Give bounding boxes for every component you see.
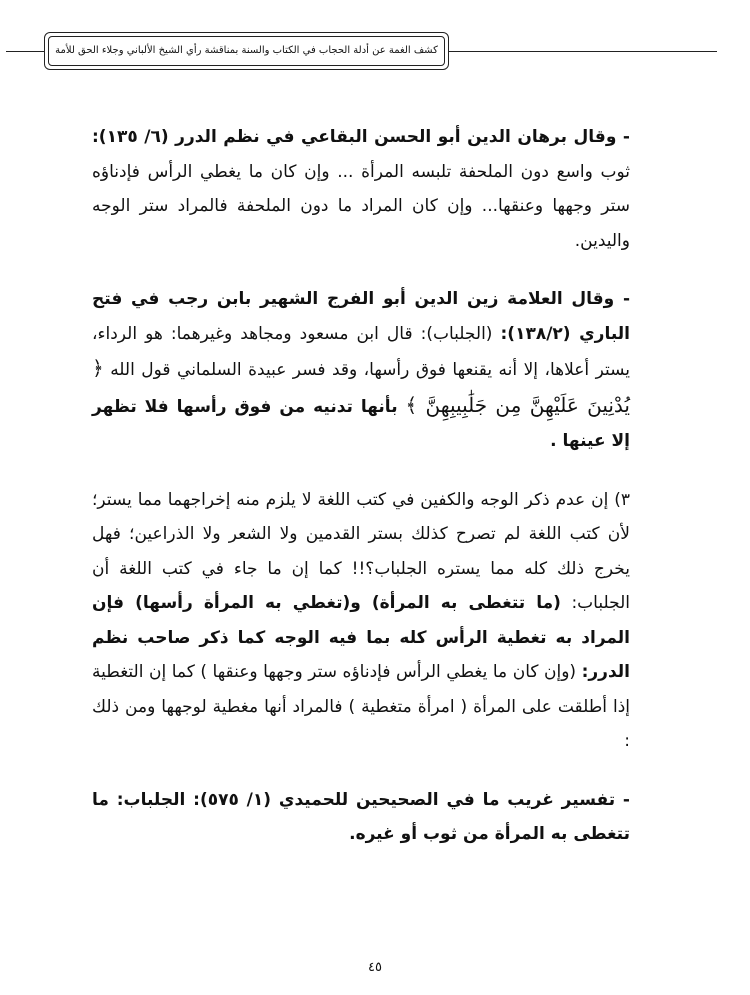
header-rule-right [449,51,717,52]
citation-lead: - تفسير غريب ما في الصحيحين للحميدي (١/ ٥٧٥): [193,789,630,810]
running-header-frame [44,32,449,70]
paragraph-text-bold: الجلباب: ما تتغطى به المرأة من ثوب أو غيره. [92,789,630,844]
citation-lead: - وقال العلامة زين الدين أبو الفرج الشهير بابن رجب في فتح الباري (١٣٨/٢): [92,289,631,344]
paragraph-ibn-rajab-quote [92,282,630,459]
paragraph-text: (الجلباب): قال ابن مسعود ومجاهد وغيرهما: هو الرداء، يستر أعلاها، إلا أنه يقنعها فوق رأسها، وقد فسر عبيدة السلماني قول الله [92,323,630,380]
paragraph-biqai-quote [92,120,630,258]
paragraph-text: ثوب واسع دون الملحفة تلبسه المرأة ... وإن كان ما يغطي الرأس فإدناؤه ستر وجهها وعنقها... وإن كان المراد ما دون الملحفة فالمراد ستر الوجه واليدين. [92,161,630,251]
paragraph-point-3 [92,483,630,759]
quran-verse: ﴿ يُدْنِينَ عَلَيْهِنَّ مِن جَلَٰبِيبِهِنَّ ﴾ [92,356,630,417]
paragraph-text-bold: بأنها تدنيه من فوق رأسها فلا تظهر إلا عينها . [92,396,630,451]
page-number: ٤٥ [368,960,382,975]
citation-lead: - وقال برهان الدين أبو الحسن البقاعي في نظم الدرر (٦/ ١٣٥): [92,127,630,147]
paragraph-text: ٣) إن عدم ذكر الوجه والكفين في كتب اللغة لا يلزم منه إخراجهما مما يستر؛ لأن كتب اللغة لم تصرح كذلك بستر القدمين ولا الشعر ولا الذراعين؛ فهل يخرج ذلك كله مما يستره الجلباب؟!! كما إن ما جاء في كتب اللغة أن الجلباب: [92,489,630,613]
paragraph-text-bold: (ما تتغطى به المرأة) و(تغطي به المرأة رأسها) فإن المراد به تغطية الرأس كله بما فيه الوجه كما ذكر صاحب نظم الدرر: [92,593,630,682]
paragraph-text: (وإن كان ما يغطي الرأس فإدناؤه ستر وجهها وعنقها ) كما إن التغطية إذا أطلقت على المرأة ( امرأة متغطية ) فالمراد أنها مغطية لوجهها ومن ذلك : [92,662,630,751]
header-rule-left [6,51,44,52]
running-header-title: كشف الغمة عن أدلة الحجاب في الكتاب والسنة بمناقشة رأي الشيخ الألباني وجلاء الحق للأمة [55,45,438,56]
page-body [92,120,630,876]
paragraph-humaidi-quote [92,783,630,852]
